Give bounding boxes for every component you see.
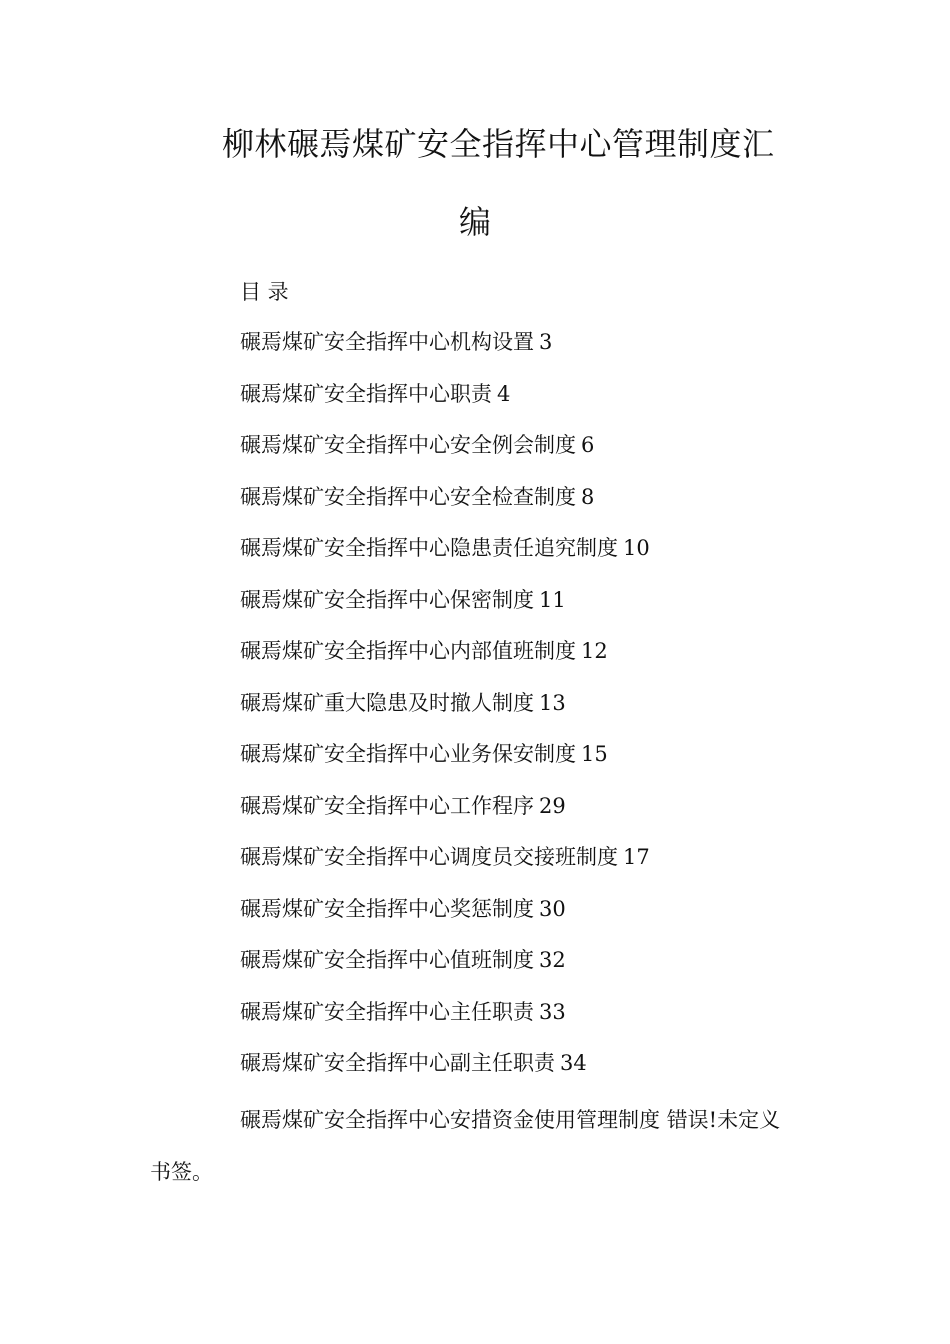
toc-item-text: 碾焉煤矿重大隐患及时撤人制度 (240, 690, 534, 715)
toc-item-page: 11 (539, 587, 566, 612)
toc-item[interactable] (240, 584, 650, 636)
toc-item[interactable] (240, 635, 650, 687)
toc-item-text: 碾焉煤矿安全指挥中心安措资金使用管理制度 (240, 1108, 660, 1132)
toc-item-page: 3 (539, 330, 553, 354)
toc-item-text: 碾焉煤矿安全指挥中心机构设置 (240, 330, 534, 354)
toc-heading: 目 录 (240, 280, 289, 304)
toc-item-text: 碾焉煤矿安全指挥中心业务保安制度 (240, 742, 576, 766)
toc-item[interactable] (240, 429, 650, 481)
toc-item-page: 34 (560, 1051, 587, 1075)
toc-item-text: 碾焉煤矿安全指挥中心安全例会制度 (240, 433, 576, 457)
toc-item[interactable] (240, 841, 650, 893)
toc-item-text: 碾焉煤矿安全指挥中心副主任职责 (240, 1051, 555, 1075)
toc-item-page: 10 (623, 536, 650, 560)
toc-item[interactable] (240, 944, 650, 996)
toc-item-page: 12 (581, 639, 608, 663)
toc-item-page: 17 (623, 845, 650, 869)
toc-item-page: 4 (497, 381, 511, 406)
toc-item[interactable] (240, 790, 650, 842)
toc-item[interactable] (240, 481, 650, 533)
toc-item-page: 6 (581, 433, 595, 457)
toc-item-text: 碾焉煤矿安全指挥中心职责 (240, 381, 492, 406)
toc-item[interactable] (240, 378, 650, 430)
document-title-line-1: 柳林碾焉煤矿安全指挥中心管理制度汇 (222, 125, 775, 163)
toc-item-text: 碾焉煤矿安全指挥中心调度员交接班制度 (240, 845, 618, 869)
toc-item[interactable] (240, 1047, 650, 1099)
toc-item-page: 29 (539, 793, 566, 818)
toc-item-text: 碾焉煤矿安全指挥中心隐患责任追究制度 (240, 536, 618, 560)
toc-item-page: 8 (581, 484, 595, 509)
toc-item-text: 碾焉煤矿安全指挥中心奖惩制度 (240, 896, 534, 921)
document-title-line-2: 编 (458, 203, 491, 241)
toc-item-page: 15 (581, 742, 608, 766)
toc-item-text: 碾焉煤矿安全指挥中心保密制度 (240, 587, 534, 612)
toc-item[interactable] (240, 996, 650, 1048)
toc-item-error-ref: 错误!未定义书签。 (150, 1108, 781, 1184)
toc-item-page: 13 (539, 690, 566, 715)
toc-item[interactable] (240, 687, 650, 739)
toc-item-last[interactable] (150, 1095, 800, 1198)
toc-item[interactable] (240, 893, 650, 945)
toc-list (240, 326, 650, 1099)
toc-item[interactable] (240, 738, 650, 790)
toc-item-page: 30 (539, 896, 566, 921)
toc-item-page: 33 (539, 999, 566, 1024)
toc-item-text: 碾焉煤矿安全指挥中心值班制度 (240, 948, 534, 972)
toc-item[interactable] (240, 532, 650, 584)
toc-item-text: 碾焉煤矿安全指挥中心安全检查制度 (240, 484, 576, 509)
toc-item-text: 碾焉煤矿安全指挥中心内部值班制度 (240, 639, 576, 663)
toc-item[interactable] (240, 326, 650, 378)
toc-item-text: 碾焉煤矿安全指挥中心工作程序 (240, 793, 534, 818)
toc-item-page: 32 (539, 948, 566, 972)
toc-item-text: 碾焉煤矿安全指挥中心主任职责 (240, 999, 534, 1024)
